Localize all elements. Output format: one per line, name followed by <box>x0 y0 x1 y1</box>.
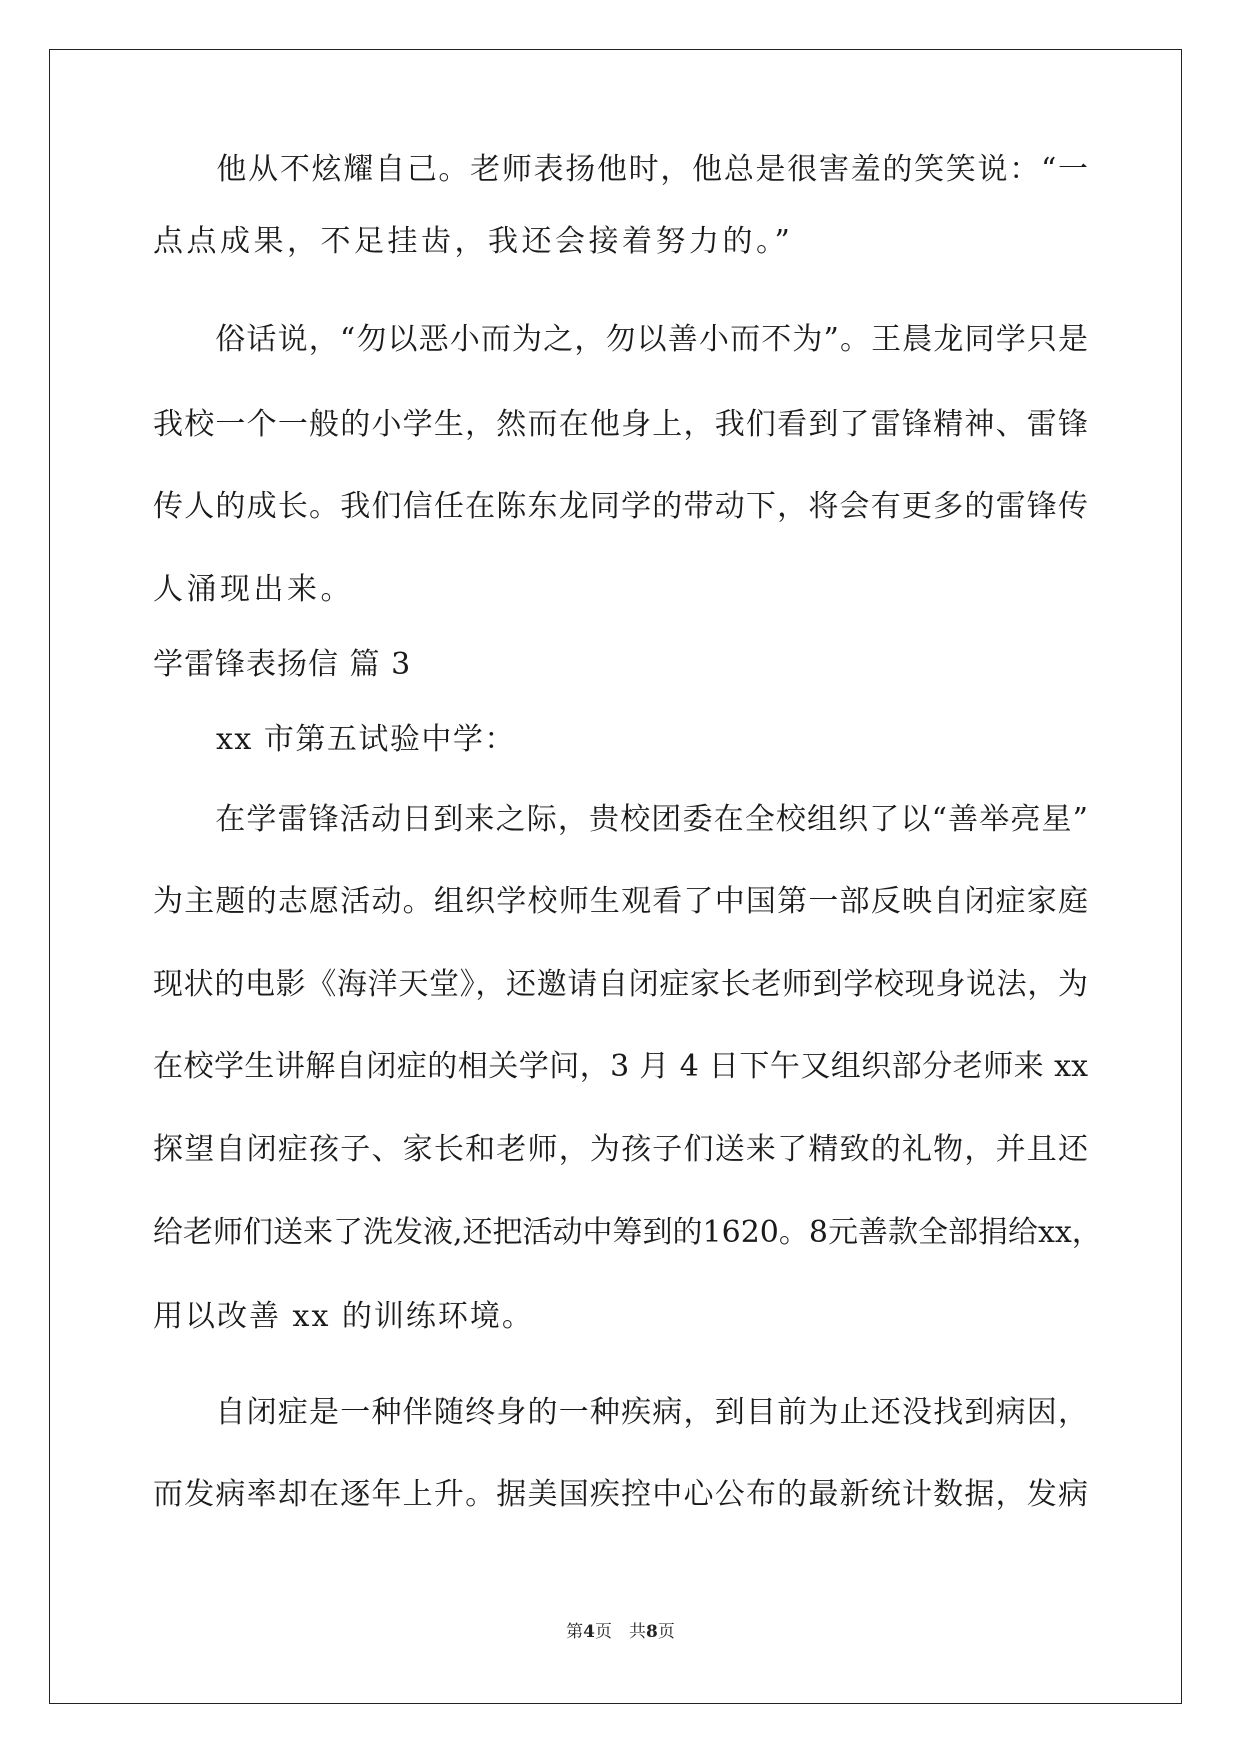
paragraph-line: 现状的电影《海洋天堂》，还邀请自闭症家长老师到学校现身说法，为 <box>153 967 1088 1002</box>
current-page-number: 4 <box>583 1622 595 1642</box>
page-footer <box>0 1617 1241 1642</box>
paragraph-line: 用以改善 xx 的训练环境。 <box>153 1299 534 1334</box>
paragraph-line: 而发病率却在逐年上升。据美国疾控中心公布的最新统计数据，发病 <box>153 1477 1088 1512</box>
paragraph-line: 我校一个一般的小学生，然而在他身上，我们看到了雷锋精神、雷锋 <box>153 407 1088 442</box>
paragraph-line: 点点成果，不足挂齿，我还会接着努力的。” <box>153 224 794 259</box>
footer-suffix: 页 <box>657 1622 675 1642</box>
paragraph-line: 传人的成长。我们信任在陈东龙同学的带动下，将会有更多的雷锋传 <box>153 489 1088 524</box>
footer-mid: 页 共 <box>595 1622 646 1642</box>
page-border <box>49 49 1182 1704</box>
paragraph-line: 在学雷锋活动日到来之际，贵校团委在全校组织了以“善举亮星” <box>153 802 1088 837</box>
section-heading: 学雷锋表扬信 篇 3 <box>153 647 412 682</box>
paragraph-line: 在校学生讲解自闭症的相关学问，3 月 4 日下午又组织部分老师来 xx <box>153 1049 1088 1084</box>
paragraph-line: 俗话说，“勿以恶小而为之，勿以善小而不为”。王晨龙同学只是 <box>153 322 1088 357</box>
paragraph-line: 自闭症是一种伴随终身的一种疾病，到目前为止还没找到病因， <box>153 1395 1088 1430</box>
footer-prefix: 第 <box>566 1622 584 1642</box>
paragraph-line: 给老师们送来了洗发液,还把活动中筹到的1620。8元善款全部捐给xx， <box>153 1215 1102 1250</box>
salutation-line: xx 市第五试验中学： <box>153 722 516 757</box>
paragraph-line: 为主题的志愿活动。组织学校师生观看了中国第一部反映自闭症家庭 <box>153 884 1088 919</box>
paragraph-line: 他从不炫耀自己。老师表扬他时，他总是很害羞的笑笑说：“一 <box>153 152 1088 187</box>
paragraph-line: 探望自闭症孩子、家长和老师，为孩子们送来了精致的礼物，并且还 <box>153 1132 1088 1167</box>
total-pages-number: 8 <box>646 1622 658 1642</box>
paragraph-line: 人涌现出来。 <box>153 572 354 607</box>
